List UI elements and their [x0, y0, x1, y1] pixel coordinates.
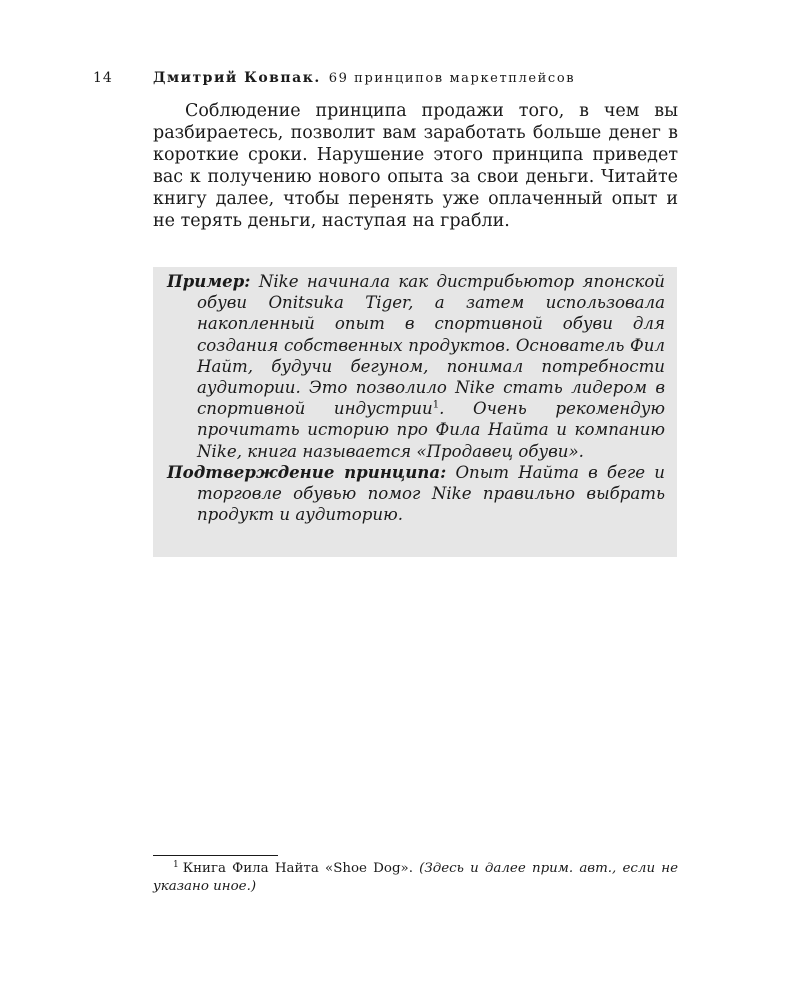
example-label: Пример: — [167, 271, 251, 291]
footnote-text: Книга Фила Найта «Shoe Dog». — [182, 861, 413, 876]
example-text: Nike начинала как дистрибьютор японской обуви Onitsuka Tiger, а затем использовала накопленный опыт в спортивной обуви для создания собственных продуктов. Основатель Фил Найт, будучи бегуном, понимал потребности аудитории. Это позволило Nike стать лидером в спортивной индустрии — [197, 272, 665, 419]
footnote — [153, 860, 678, 896]
confirmation-text: Опыт Найта в беге и торговле обувью помог Nike правильно выбрать продукт и аудиторию. — [197, 462, 665, 525]
header-book-title: 69 принципов маркетплейсов — [328, 71, 576, 86]
footnote-reference[interactable]: 1 — [432, 399, 440, 411]
confirmation-label: Подтверждение принципа: — [167, 461, 447, 482]
footnote-note: (Здесь и далее прим. авт., если не указано иное.) — [153, 861, 678, 894]
confirmation-paragraph — [167, 462, 665, 526]
footnote-number: 1 — [173, 859, 179, 870]
example-paragraph — [167, 271, 665, 462]
body-paragraph: Соблюдение принципа продажи того, в чем вы разбираетесь, позволит вам заработать больше денег в короткие сроки. Нарушение этого принципа приведет вас к получению нового опыта за свои деньги. Читайте книгу далее, чтобы перенять уже оплаченный опыт и не терять деньги, наступая на грабли. — [153, 101, 678, 231]
header-author: Дмитрий Ковпак. — [153, 70, 321, 86]
example-text-continued: . Очень рекомендую прочитать историю про Фила Найта и компанию Nike, книга называется «Продавец обуви». — [197, 399, 666, 461]
running-header — [93, 66, 683, 90]
page-number: 14 — [93, 70, 113, 86]
footnote-divider — [153, 855, 278, 856]
example-box — [153, 267, 677, 557]
